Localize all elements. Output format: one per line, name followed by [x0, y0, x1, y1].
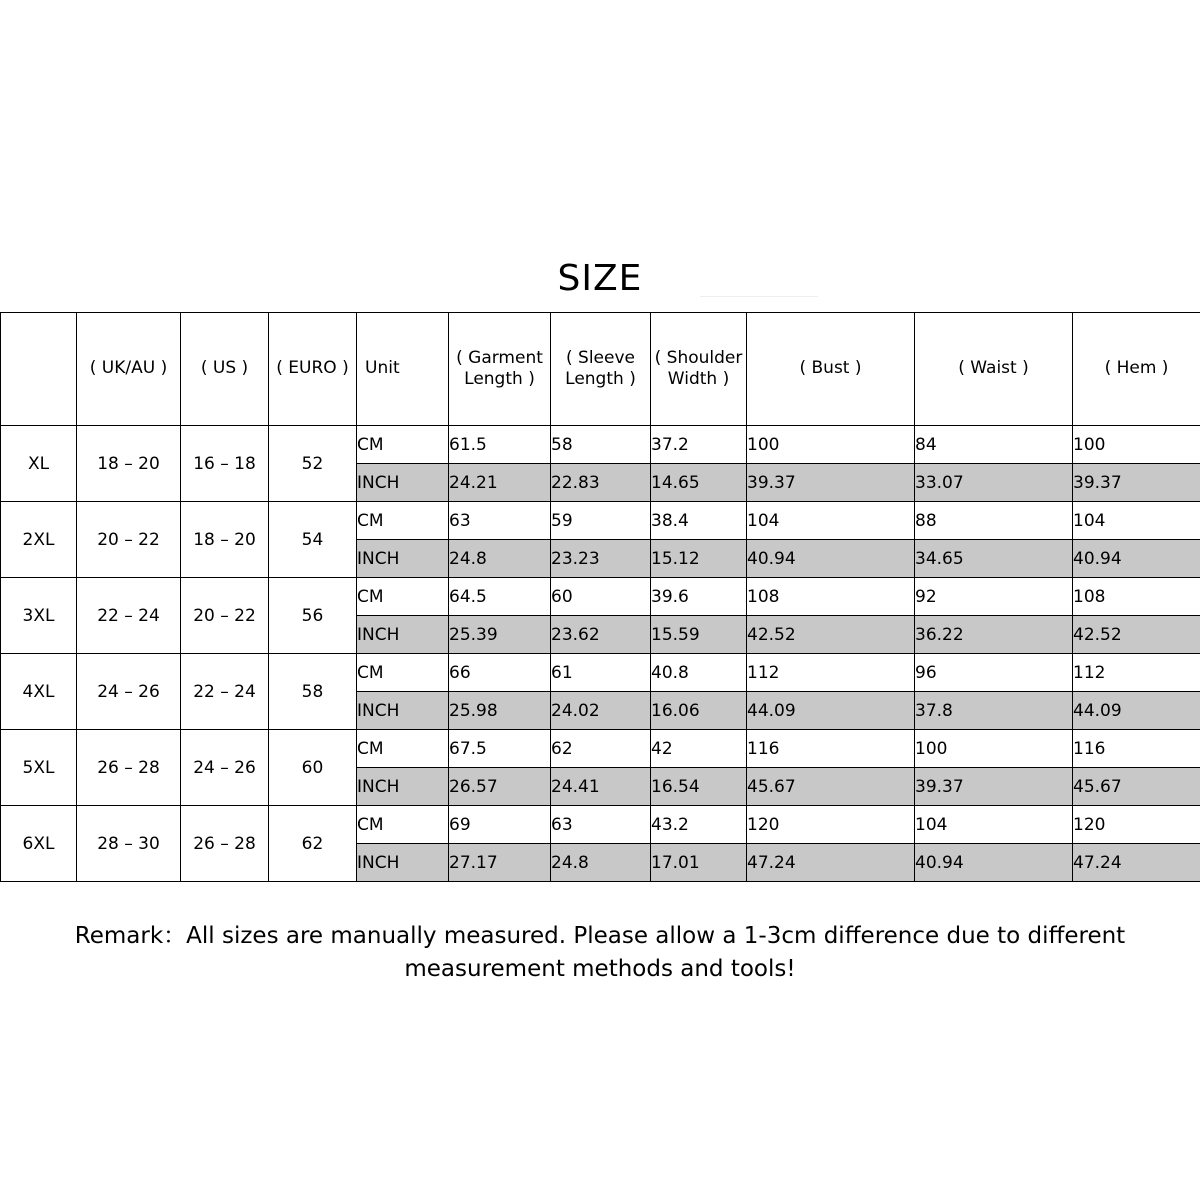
cell-waist-inch: 37.8 [915, 692, 1073, 730]
size-table-container [0, 312, 1200, 882]
cell-waist-inch: 39.37 [915, 768, 1073, 806]
cell-us: 20 – 22 [181, 578, 269, 654]
cell-shoulder-width-cm: 40.8 [651, 654, 747, 692]
cell-hem-inch: 44.09 [1073, 692, 1200, 730]
cell-hem-cm: 116 [1073, 730, 1200, 768]
cell-garment-length-inch: 24.21 [449, 464, 551, 502]
cell-shoulder-width-cm: 43.2 [651, 806, 747, 844]
cell-hem-inch: 39.37 [1073, 464, 1200, 502]
cell-unit-cm: CM [357, 806, 449, 844]
cell-unit-inch: INCH [357, 540, 449, 578]
cell-ukau: 22 – 24 [77, 578, 181, 654]
cell-bust-cm: 120 [747, 806, 915, 844]
cell-unit-cm: CM [357, 426, 449, 464]
cell-bust-inch: 39.37 [747, 464, 915, 502]
cell-waist-cm: 96 [915, 654, 1073, 692]
cell-waist-cm: 84 [915, 426, 1073, 464]
cell-shoulder-width-inch: 15.59 [651, 616, 747, 654]
cell-garment-length-inch: 27.17 [449, 844, 551, 882]
cell-size: XL [1, 426, 77, 502]
cell-euro: 60 [269, 730, 357, 806]
cell-unit-cm: CM [357, 654, 449, 692]
cell-shoulder-width-cm: 37.2 [651, 426, 747, 464]
table-row [1, 578, 1200, 616]
cell-hem-cm: 112 [1073, 654, 1200, 692]
cell-hem-cm: 120 [1073, 806, 1200, 844]
cell-garment-length-inch: 25.98 [449, 692, 551, 730]
table-row [1, 806, 1200, 844]
table-body [1, 426, 1200, 882]
header-shoulder-width: ( Shoulder Width ) [651, 313, 747, 426]
cell-bust-inch: 40.94 [747, 540, 915, 578]
cell-garment-length-cm: 64.5 [449, 578, 551, 616]
cell-shoulder-width-inch: 15.12 [651, 540, 747, 578]
cell-sleeve-length-inch: 22.83 [551, 464, 651, 502]
cell-garment-length-inch: 25.39 [449, 616, 551, 654]
cell-ukau: 26 – 28 [77, 730, 181, 806]
header-us: ( US ) [181, 313, 269, 426]
cell-garment-length-inch: 26.57 [449, 768, 551, 806]
cell-waist-cm: 88 [915, 502, 1073, 540]
cell-waist-inch: 40.94 [915, 844, 1073, 882]
table-row [1, 730, 1200, 768]
cell-shoulder-width-cm: 39.6 [651, 578, 747, 616]
cell-bust-inch: 47.24 [747, 844, 915, 882]
cell-garment-length-cm: 63 [449, 502, 551, 540]
cell-shoulder-width-inch: 17.01 [651, 844, 747, 882]
cell-euro: 56 [269, 578, 357, 654]
header-unit: Unit [357, 313, 449, 426]
cell-ukau: 28 – 30 [77, 806, 181, 882]
cell-hem-cm: 108 [1073, 578, 1200, 616]
cell-waist-cm: 104 [915, 806, 1073, 844]
cell-hem-inch: 40.94 [1073, 540, 1200, 578]
cell-garment-length-cm: 67.5 [449, 730, 551, 768]
cell-ukau: 24 – 26 [77, 654, 181, 730]
scan-artifact-line [700, 296, 818, 297]
cell-waist-inch: 36.22 [915, 616, 1073, 654]
cell-bust-cm: 112 [747, 654, 915, 692]
header-sleeve-length: ( Sleeve Length ) [551, 313, 651, 426]
cell-ukau: 18 – 20 [77, 426, 181, 502]
cell-us: 22 – 24 [181, 654, 269, 730]
cell-hem-inch: 42.52 [1073, 616, 1200, 654]
cell-waist-inch: 34.65 [915, 540, 1073, 578]
table-header [1, 313, 1200, 426]
cell-garment-length-inch: 24.8 [449, 540, 551, 578]
cell-hem-cm: 100 [1073, 426, 1200, 464]
cell-sleeve-length-inch: 24.02 [551, 692, 651, 730]
header-bust: ( Bust ) [747, 313, 915, 426]
cell-euro: 62 [269, 806, 357, 882]
cell-shoulder-width-inch: 14.65 [651, 464, 747, 502]
cell-bust-inch: 44.09 [747, 692, 915, 730]
header-euro: ( EURO ) [269, 313, 357, 426]
cell-unit-inch: INCH [357, 616, 449, 654]
cell-size: 2XL [1, 502, 77, 578]
size-table [0, 312, 1200, 882]
cell-unit-cm: CM [357, 502, 449, 540]
cell-sleeve-length-inch: 23.23 [551, 540, 651, 578]
cell-shoulder-width-inch: 16.54 [651, 768, 747, 806]
cell-bust-inch: 42.52 [747, 616, 915, 654]
cell-unit-inch: INCH [357, 844, 449, 882]
cell-waist-inch: 33.07 [915, 464, 1073, 502]
header-row [1, 313, 1200, 426]
table-row [1, 654, 1200, 692]
cell-hem-inch: 45.67 [1073, 768, 1200, 806]
cell-unit-cm: CM [357, 578, 449, 616]
cell-bust-inch: 45.67 [747, 768, 915, 806]
cell-euro: 54 [269, 502, 357, 578]
cell-unit-inch: INCH [357, 464, 449, 502]
cell-hem-inch: 47.24 [1073, 844, 1200, 882]
cell-garment-length-cm: 69 [449, 806, 551, 844]
header-ukau: ( UK/AU ) [77, 313, 181, 426]
cell-us: 26 – 28 [181, 806, 269, 882]
cell-sleeve-length-cm: 59 [551, 502, 651, 540]
cell-sleeve-length-inch: 23.62 [551, 616, 651, 654]
cell-garment-length-cm: 61.5 [449, 426, 551, 464]
cell-size: 6XL [1, 806, 77, 882]
header-waist: ( Waist ) [915, 313, 1073, 426]
header-hem: ( Hem ) [1073, 313, 1200, 426]
page-title: SIZE [557, 258, 643, 299]
cell-sleeve-length-cm: 60 [551, 578, 651, 616]
cell-us: 18 – 20 [181, 502, 269, 578]
cell-hem-cm: 104 [1073, 502, 1200, 540]
cell-unit-cm: CM [357, 730, 449, 768]
cell-euro: 52 [269, 426, 357, 502]
cell-sleeve-length-cm: 62 [551, 730, 651, 768]
cell-shoulder-width-cm: 42 [651, 730, 747, 768]
cell-garment-length-cm: 66 [449, 654, 551, 692]
cell-waist-cm: 100 [915, 730, 1073, 768]
cell-sleeve-length-cm: 61 [551, 654, 651, 692]
cell-unit-inch: INCH [357, 692, 449, 730]
cell-sleeve-length-cm: 63 [551, 806, 651, 844]
cell-euro: 58 [269, 654, 357, 730]
cell-bust-cm: 108 [747, 578, 915, 616]
table-row [1, 426, 1200, 464]
table-row [1, 502, 1200, 540]
header-size [1, 313, 77, 426]
cell-sleeve-length-inch: 24.41 [551, 768, 651, 806]
cell-size: 3XL [1, 578, 77, 654]
cell-bust-cm: 100 [747, 426, 915, 464]
header-garment-length: ( Garment Length ) [449, 313, 551, 426]
cell-bust-cm: 104 [747, 502, 915, 540]
cell-sleeve-length-inch: 24.8 [551, 844, 651, 882]
cell-us: 16 – 18 [181, 426, 269, 502]
cell-unit-inch: INCH [357, 768, 449, 806]
remark-text: Remark：All sizes are manually measured. Please allow a 1-3cm difference due to different measurement methods and tools! [74, 923, 1126, 983]
cell-shoulder-width-cm: 38.4 [651, 502, 747, 540]
cell-shoulder-width-inch: 16.06 [651, 692, 747, 730]
cell-size: 4XL [1, 654, 77, 730]
cell-sleeve-length-cm: 58 [551, 426, 651, 464]
cell-bust-cm: 116 [747, 730, 915, 768]
cell-ukau: 20 – 22 [77, 502, 181, 578]
cell-us: 24 – 26 [181, 730, 269, 806]
cell-waist-cm: 92 [915, 578, 1073, 616]
cell-size: 5XL [1, 730, 77, 806]
